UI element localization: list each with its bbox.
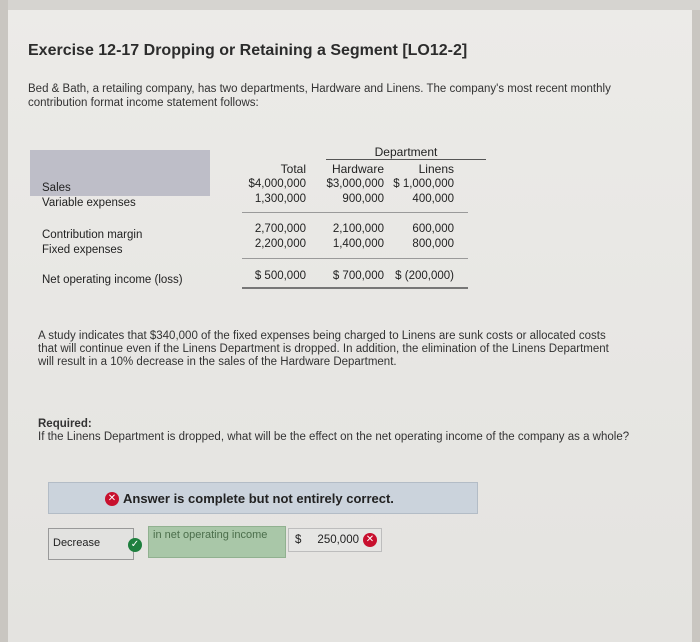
- direction-value: Decrease: [53, 537, 101, 549]
- required-label: Required:: [38, 418, 92, 430]
- incorrect-icon: ✕: [363, 533, 377, 547]
- effect-value: in net operating income: [153, 529, 268, 541]
- cell-fixed-linens: 800,000: [412, 238, 454, 250]
- income-statement-table: [30, 140, 472, 300]
- row-label-fixed-expenses: Fixed expenses: [42, 244, 123, 256]
- cell-noi-total: $ 500,000: [254, 270, 306, 282]
- column-header-total: Total: [280, 162, 306, 176]
- row-label-variable-expenses: Variable expenses: [42, 197, 136, 209]
- total-underline: [242, 287, 468, 289]
- column-header-linens: Linens: [418, 162, 454, 176]
- intro-text: Bed & Bath, a retailing company, has two departments, Hardware and Linens. The company's most recent monthly contribution format income statement follows:: [28, 83, 611, 109]
- cell-variable-linens: 400,000: [412, 193, 454, 205]
- row-label-net-operating-income: Net operating income (loss): [42, 274, 183, 286]
- study-text: A study indicates that $340,000 of the fixed expenses being charged to Linens are sunk costs or allocated costs that will continue even if the Linens Department is dropped. In addition, the elimination of the Linens Department will result in a 10% decrease in the sales of the Hardware Department.: [38, 330, 609, 368]
- cell-fixed-hardware: 1,400,000: [332, 238, 384, 250]
- cell-cm-linens: 600,000: [412, 223, 454, 235]
- cell-fixed-total: 2,200,000: [254, 238, 306, 250]
- amount-value: 250,000: [317, 534, 359, 546]
- answer-status-banner: [48, 482, 478, 514]
- cell-sales-hardware: $3,000,000: [326, 178, 384, 190]
- page-title: Exercise 12-17 Dropping or Retaining a Segment [LO12-2]: [28, 42, 468, 59]
- cell-variable-hardware: 900,000: [342, 193, 384, 205]
- cell-cm-hardware: 2,100,000: [332, 223, 384, 235]
- required-section: [38, 418, 638, 444]
- department-header: Department: [326, 145, 486, 160]
- required-question: If the Linens Department is dropped, what will be the effect on the net operating income of the company as a whole?: [38, 431, 630, 443]
- top-strip: [8, 0, 700, 10]
- cell-noi-hardware: $ 700,000: [332, 270, 384, 282]
- effect-select[interactable]: [148, 526, 286, 558]
- currency-symbol: $: [295, 534, 302, 546]
- section-divider: [242, 212, 468, 213]
- correct-check-icon: ✓: [128, 538, 142, 552]
- incorrect-icon: ✕: [105, 492, 119, 506]
- answer-row: [48, 524, 388, 564]
- row-label-contribution-margin: Contribution margin: [42, 229, 143, 241]
- amount-input[interactable]: [288, 528, 382, 552]
- cell-sales-linens: $ 1,000,000: [393, 178, 454, 190]
- cell-variable-total: 1,300,000: [254, 193, 306, 205]
- cell-noi-linens: $ (200,000): [395, 270, 454, 282]
- cell-cm-total: 2,700,000: [254, 223, 306, 235]
- row-label-sales: Sales: [42, 182, 71, 194]
- page: [8, 0, 692, 642]
- column-header-hardware: Hardware: [331, 162, 384, 176]
- section-divider: [242, 258, 468, 259]
- answer-status-text: Answer is complete but not entirely correct.: [123, 491, 394, 506]
- cell-sales-total: $4,000,000: [248, 178, 306, 190]
- direction-select[interactable]: [48, 528, 134, 560]
